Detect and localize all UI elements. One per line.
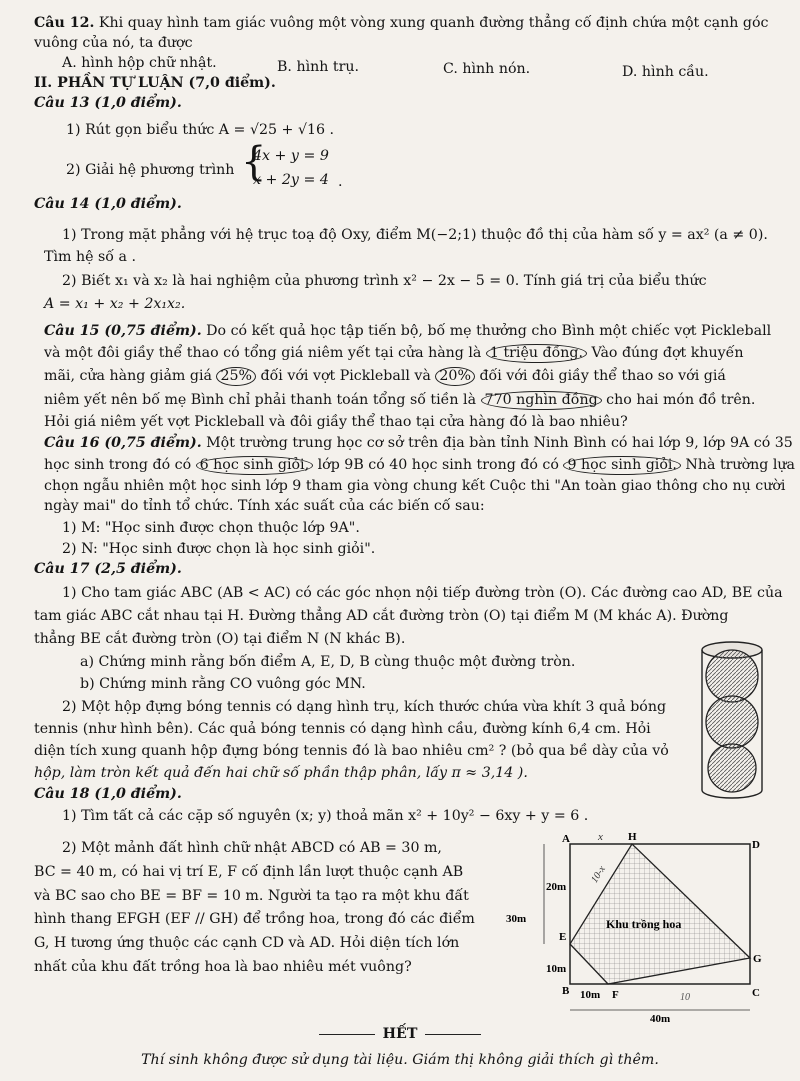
- q12-title: Câu 12.: [34, 15, 95, 31]
- q18-l6: G, H tương ứng thuộc các cạnh CD và AD. Hỏi diện tích lớn: [34, 935, 460, 951]
- label-10m-bottom: 10m: [580, 989, 601, 1001]
- q15-circled-20: 20%: [435, 367, 475, 386]
- q13-title: Câu 13 (1,0 điểm).: [34, 95, 182, 111]
- part2-title: II. PHẦN TỰ LUẬN (7,0 điểm).: [34, 75, 276, 91]
- q16-line2-a: học sinh trong đó có: [44, 457, 196, 473]
- tennis-ball-2: [706, 696, 758, 748]
- q17-part-a: a) Chứng minh rằng bốn điểm A, E, D, B cùng thuộc một đường tròn.: [80, 654, 576, 670]
- q13-part2-label: 2) Giải hệ phương trình: [66, 162, 235, 178]
- q12-option-d: D. hình cầu.: [622, 64, 709, 80]
- tennis-tube-figure: [696, 640, 768, 802]
- q17-title: Câu 17 (2,5 điểm).: [34, 561, 182, 577]
- label-20m: 20m: [546, 881, 567, 893]
- q13-brace: {: [241, 139, 267, 185]
- q17-l2: tam giác ABC cắt nhau tại H. Đường thẳng AD cắt đường tròn (O) tại điểm M (M khác A). Đường: [34, 608, 729, 624]
- q15-circled-770: 770 nghìn đồng: [481, 391, 602, 410]
- q15-line1: [44, 321, 771, 341]
- q15-line3-c: đối với vợt Pickleball và: [256, 368, 436, 384]
- q12-option-b: B. hình trụ.: [277, 59, 360, 75]
- q16-line4: ngày mai" do tỉnh tổ chức. Tính xác suất của các biến cố sau:: [44, 498, 485, 514]
- q13-eq2: x + 2y = 4: [253, 172, 329, 188]
- label-g: G: [753, 953, 762, 965]
- q17-l3: thẳng BE cắt đường tròn (O) tại điểm N (N khác B).: [34, 631, 406, 647]
- q16-line2: [44, 455, 795, 475]
- handwritten-10-x: 10-x: [589, 864, 608, 885]
- footer-note: Thí sinh không được sử dụng tài liệu. Giám thị không giải thích gì thêm.: [141, 1052, 659, 1068]
- label-40m: 40m: [650, 1013, 671, 1025]
- q16-event-m: 1) M: "Học sinh được chọn thuộc lớp 9A".: [62, 520, 360, 536]
- q18-l2: 2) Một mảnh đất hình chữ nhật ABCD có AB = 30 m,: [62, 840, 442, 856]
- q18-l3: BC = 40 m, có hai vị trí E, F cố định lần lượt thuộc cạnh AB: [34, 864, 464, 880]
- q12-stem-line2: vuông của nó, ta được: [34, 35, 193, 51]
- q16-line2-c: lớp 9B có 40 học sinh trong đó có: [313, 457, 564, 473]
- q17-part-b: b) Chứng minh rằng CO vuông góc MN.: [80, 676, 366, 692]
- q18-title: Câu 18 (1,0 điểm).: [34, 786, 182, 802]
- q15-title: Câu 15 (0,75 điểm).: [44, 323, 202, 339]
- q16-event-n: 2) N: "Học sinh được chọn là học sinh giỏi".: [62, 541, 376, 557]
- q18-l5: hình thang EFGH (EF // GH) để trồng hoa, trong đó các điểm: [34, 911, 475, 927]
- q17-l7: tennis (như hình bên). Các quả bóng tennis có dạng hình cầu, đường kính 6,4 cm. Hỏi: [34, 721, 651, 737]
- label-d: D: [752, 839, 760, 851]
- q13-system: [241, 139, 361, 190]
- q15-line4: [44, 390, 755, 410]
- q16-circled-9: 9 học sinh giỏi.: [563, 456, 680, 475]
- land-plot-figure: [504, 828, 796, 1028]
- q18-l4: và BC sao cho BE = BF = 10 m. Người ta tạo ra một khu đất: [34, 888, 469, 904]
- q15-line3-a: mãi, cửa hàng giảm giá: [44, 368, 217, 384]
- q18-part1: 1) Tìm tất cả các cặp số nguyên (x; y) thoả mãn x² + 10y² − 6xy + y = 6 .: [62, 808, 589, 824]
- label-a: A: [562, 833, 570, 845]
- q15-line4-c: cho hai món đồ trên.: [601, 392, 756, 408]
- q17-l8: diện tích xung quanh hộp đựng bóng tennis đó là bao nhiêu cm² ? (bỏ qua bề dày của vỏ: [34, 743, 669, 759]
- end-rule-left: [319, 1034, 375, 1035]
- q15-line3-e: đối với đôi giầy thể thao so với giá: [474, 368, 726, 384]
- label-b: B: [562, 985, 570, 997]
- label-c: C: [752, 987, 760, 999]
- q12-stem-line1: [34, 13, 769, 33]
- q16-circled-6: 6 học sinh giỏi,: [196, 456, 313, 475]
- label-10m-side: 10m: [546, 963, 567, 975]
- label-f: F: [612, 989, 619, 1001]
- handwritten-x: x: [598, 831, 603, 843]
- q16-line3: chọn ngẫu nhiên một học sinh lớp 9 tham gia vòng chung kết Cuộc thi "An toàn giao thông cho nụ cười: [44, 478, 786, 494]
- q16-line1: [44, 433, 793, 453]
- tennis-ball-1: [706, 650, 758, 702]
- handwritten-10: 10: [680, 992, 690, 1003]
- label-h: H: [628, 831, 637, 843]
- q12-option-a: A. hình hộp chữ nhật.: [62, 55, 217, 71]
- q18-l7: nhất của khu đất trồng hoa là bao nhiêu mét vuông?: [34, 959, 412, 975]
- q13-part1: 1) Rút gọn biểu thức A = √25 + √16 .: [66, 122, 335, 138]
- q15-line3: [44, 366, 726, 386]
- q13-dot: .: [338, 174, 343, 190]
- q15-line2-a: và một đôi giầy thể thao có tổng giá niêm yết tại cửa hàng là: [44, 345, 486, 361]
- q15-line2-c: Vào đúng đợt khuyến: [587, 345, 744, 361]
- q14-title: Câu 14 (1,0 điểm).: [34, 196, 182, 212]
- q12-option-c: C. hình nón.: [443, 61, 531, 77]
- q12-stem-text: Khi quay hình tam giác vuông một vòng xung quanh đường thẳng cố định chứa một cạnh góc: [94, 15, 769, 31]
- q17-l1: 1) Cho tam giác ABC (AB < AC) có các góc nhọn nội tiếp đường tròn (O). Các đường cao AD, BE của: [62, 585, 783, 601]
- label-flower-area: Khu trồng hoa: [606, 917, 682, 931]
- tennis-ball-3: [708, 744, 756, 792]
- q16-title: Câu 16 (0,75 điểm).: [44, 435, 202, 451]
- q15-line4-a: niêm yết nên bố mẹ Bình chỉ phải thanh toán tổng số tiền là: [44, 392, 481, 408]
- label-e: E: [559, 931, 567, 943]
- label-30m: 30m: [506, 913, 527, 925]
- q17-l9: hộp, làm tròn kết quả đến hai chữ số phần thập phân, lấy π ≈ 3,14 ).: [34, 765, 528, 781]
- end-rule-right: [425, 1034, 481, 1035]
- q15-line2: [44, 343, 744, 363]
- q15-line5: Hỏi giá niêm yết vợt Pickleball và đôi giầy thể thao tại cửa hàng đó là bao nhiêu?: [44, 414, 628, 430]
- q17-l6: 2) Một hộp đựng bóng tennis có dạng hình trụ, kích thước chứa vừa khít 3 quả bóng: [62, 699, 667, 715]
- q15-line1-text: Do có kết quả học tập tiến bộ, bố mẹ thưởng cho Bình một chiếc vợt Pickleball: [201, 323, 772, 339]
- q15-circled-25: 25%: [216, 367, 256, 386]
- q15-circled-total: 1 triệu đồng.: [486, 344, 587, 363]
- end-text: HẾT: [382, 1026, 418, 1042]
- q16-line1-text: Một trường trung học cơ sở trên địa bàn tỉnh Ninh Bình có hai lớp 9, lớp 9A có 35: [201, 435, 793, 451]
- q14-part1: 1) Trong mặt phẳng với hệ trục toạ độ Oxy, điểm M(−2;1) thuộc đồ thị của hàm số y = ax² (a ≠ 0).: [62, 227, 768, 243]
- q16-line2-e: Nhà trường lựa: [680, 457, 795, 473]
- q14-part2: 2) Biết x₁ và x₂ là hai nghiệm của phương trình x² − 2x − 5 = 0. Tính giá trị của biểu thức: [62, 273, 707, 289]
- q14-part1-cont: Tìm hệ số a .: [44, 249, 136, 265]
- end-marker: [0, 1024, 800, 1044]
- q14-part2-expr: A = x₁ + x₂ + 2x₁x₂.: [44, 296, 186, 312]
- q13-eq1: 4x + y = 9: [253, 148, 329, 164]
